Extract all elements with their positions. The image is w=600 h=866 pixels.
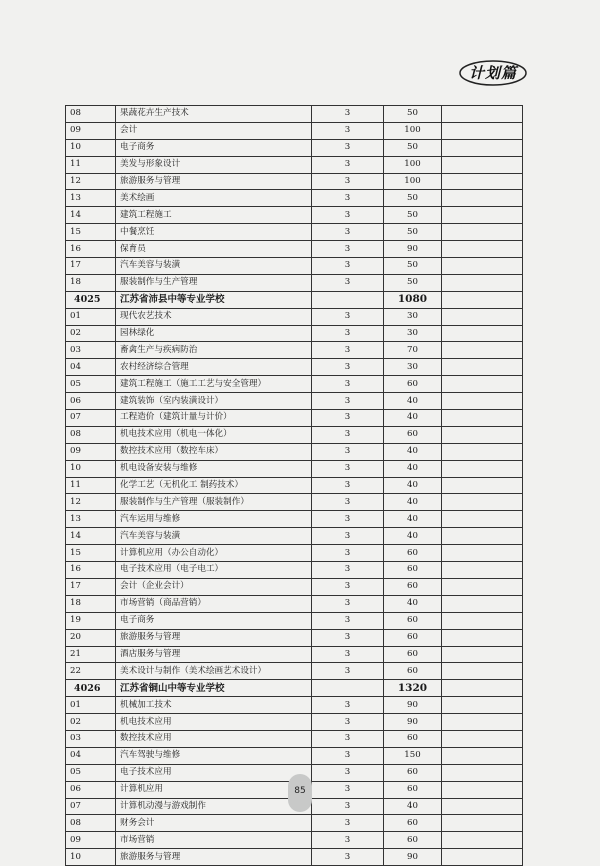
- empty-cell: [442, 122, 523, 139]
- major-code: 10: [66, 139, 116, 156]
- major-code: 12: [66, 494, 116, 511]
- enrollment-count: 50: [384, 258, 442, 275]
- major-code: 08: [66, 426, 116, 443]
- school-row: [66, 680, 523, 697]
- program-years: 3: [312, 832, 384, 849]
- empty-cell: [442, 224, 523, 241]
- major-name: 果蔬花卉生产技术: [116, 106, 312, 123]
- empty-cell: [442, 528, 523, 545]
- enrollment-count: 90: [384, 714, 442, 731]
- major-code: 03: [66, 730, 116, 747]
- empty-cell: [442, 680, 523, 697]
- major-code: 01: [66, 308, 116, 325]
- enrollment-count: 60: [384, 612, 442, 629]
- school-name: 江苏省铜山中等专业学校: [116, 680, 312, 697]
- major-row: [66, 494, 523, 511]
- program-years: 3: [312, 697, 384, 714]
- enrollment-count: 30: [384, 359, 442, 376]
- empty-cell: [442, 849, 523, 866]
- program-years: 3: [312, 258, 384, 275]
- major-code: 01: [66, 697, 116, 714]
- empty-cell: [442, 139, 523, 156]
- major-name: 机械加工技术: [116, 697, 312, 714]
- major-name: 旅游服务与管理: [116, 629, 312, 646]
- program-years: 3: [312, 190, 384, 207]
- major-row: [66, 393, 523, 410]
- major-code: 09: [66, 443, 116, 460]
- major-name: 会计: [116, 122, 312, 139]
- enrollment-count: 40: [384, 410, 442, 427]
- major-code: 14: [66, 207, 116, 224]
- major-row: [66, 646, 523, 663]
- enrollment-count: 60: [384, 629, 442, 646]
- enrollment-count: 60: [384, 376, 442, 393]
- major-code: 06: [66, 781, 116, 798]
- major-name: 农村经济综合管理: [116, 359, 312, 376]
- major-name: 计算机应用（办公自动化）: [116, 545, 312, 562]
- school-code: 4025: [66, 291, 116, 308]
- program-years: 3: [312, 714, 384, 731]
- major-row: [66, 595, 523, 612]
- enrollment-count: 30: [384, 325, 442, 342]
- school-row: [66, 291, 523, 308]
- major-row: [66, 359, 523, 376]
- major-code: 22: [66, 663, 116, 680]
- major-row: [66, 122, 523, 139]
- major-name: 保育员: [116, 241, 312, 258]
- major-code: 02: [66, 325, 116, 342]
- enrollment-count: 90: [384, 697, 442, 714]
- major-code: 08: [66, 106, 116, 123]
- program-years: 3: [312, 849, 384, 866]
- empty-cell: [442, 747, 523, 764]
- major-name: 电子技术应用: [116, 764, 312, 781]
- major-name: 会计（企业会计）: [116, 578, 312, 595]
- empty-cell: [442, 359, 523, 376]
- major-row: [66, 545, 523, 562]
- program-years: 3: [312, 241, 384, 258]
- program-years: 3: [312, 308, 384, 325]
- major-row: [66, 224, 523, 241]
- program-years: 3: [312, 156, 384, 173]
- major-name: 机电技术应用: [116, 714, 312, 731]
- enrollment-count: 60: [384, 764, 442, 781]
- major-name: 旅游服务与管理: [116, 173, 312, 190]
- major-name: 市场营销（商品营销）: [116, 595, 312, 612]
- major-code: 14: [66, 528, 116, 545]
- enrollment-count: 50: [384, 139, 442, 156]
- major-row: [66, 477, 523, 494]
- program-years: 3: [312, 106, 384, 123]
- empty-cell: [442, 781, 523, 798]
- empty-cell: [442, 494, 523, 511]
- program-years: 3: [312, 646, 384, 663]
- major-code: 04: [66, 359, 116, 376]
- major-name: 建筑工程施工（施工工艺与安全管理）: [116, 376, 312, 393]
- major-name: 汽车驾驶与维修: [116, 747, 312, 764]
- program-years: 3: [312, 545, 384, 562]
- empty-cell: [442, 545, 523, 562]
- major-name: 汽车运用与维修: [116, 511, 312, 528]
- major-row: [66, 106, 523, 123]
- empty-cell: [442, 562, 523, 579]
- program-years: 3: [312, 511, 384, 528]
- major-code: 11: [66, 477, 116, 494]
- major-code: 16: [66, 241, 116, 258]
- program-years: 3: [312, 629, 384, 646]
- major-row: [66, 697, 523, 714]
- major-code: 10: [66, 849, 116, 866]
- program-years: 3: [312, 359, 384, 376]
- major-row: [66, 511, 523, 528]
- major-code: 07: [66, 410, 116, 427]
- page-number: 85: [294, 786, 306, 796]
- major-row: [66, 612, 523, 629]
- major-name: 计算机应用: [116, 781, 312, 798]
- empty-cell: [442, 798, 523, 815]
- empty-cell: [442, 663, 523, 680]
- major-code: 03: [66, 342, 116, 359]
- empty-cell: [442, 477, 523, 494]
- enrollment-count: 90: [384, 241, 442, 258]
- major-row: [66, 325, 523, 342]
- empty-cell: [442, 443, 523, 460]
- program-years: 3: [312, 393, 384, 410]
- program-years: 3: [312, 376, 384, 393]
- program-years: 3: [312, 477, 384, 494]
- major-row: [66, 190, 523, 207]
- major-code: 09: [66, 122, 116, 139]
- major-row: [66, 258, 523, 275]
- program-years: 3: [312, 595, 384, 612]
- major-row: [66, 173, 523, 190]
- empty-cell: [442, 190, 523, 207]
- empty-cell: [442, 106, 523, 123]
- major-code: 17: [66, 258, 116, 275]
- major-name: 美术设计与制作（美术绘画艺术设计）: [116, 663, 312, 680]
- empty-cell: [312, 291, 384, 308]
- enrollment-count: 60: [384, 426, 442, 443]
- empty-cell: [442, 595, 523, 612]
- major-code: 11: [66, 156, 116, 173]
- empty-cell: [442, 815, 523, 832]
- empty-cell: [442, 173, 523, 190]
- enrollment-count: 50: [384, 106, 442, 123]
- program-years: 3: [312, 224, 384, 241]
- enrollment-count: 60: [384, 663, 442, 680]
- major-code: 02: [66, 714, 116, 731]
- enrollment-plan-table: [65, 105, 523, 866]
- major-name: 建筑工程施工: [116, 207, 312, 224]
- major-code: 17: [66, 578, 116, 595]
- major-code: 13: [66, 190, 116, 207]
- enrollment-count: 60: [384, 815, 442, 832]
- empty-cell: [442, 426, 523, 443]
- major-name: 汽车美容与装潢: [116, 528, 312, 545]
- major-name: 酒店服务与管理: [116, 646, 312, 663]
- major-name: 中餐烹饪: [116, 224, 312, 241]
- program-years: 3: [312, 207, 384, 224]
- school-total: 1080: [384, 291, 442, 308]
- program-years: 3: [312, 663, 384, 680]
- major-row: [66, 629, 523, 646]
- program-years: 3: [312, 443, 384, 460]
- major-row: [66, 528, 523, 545]
- empty-cell: [442, 511, 523, 528]
- major-name: 建筑装饰（室内装潢设计）: [116, 393, 312, 410]
- program-years: 3: [312, 578, 384, 595]
- major-row: [66, 342, 523, 359]
- empty-cell: [442, 274, 523, 291]
- enrollment-count: 40: [384, 460, 442, 477]
- major-name: 化学工艺（无机化工 制药技术）: [116, 477, 312, 494]
- program-years: 3: [312, 122, 384, 139]
- enrollment-count: 90: [384, 849, 442, 866]
- enrollment-count: 50: [384, 207, 442, 224]
- major-code: 19: [66, 612, 116, 629]
- empty-cell: [442, 460, 523, 477]
- school-name: 江苏省沛县中等专业学校: [116, 291, 312, 308]
- enrollment-count: 40: [384, 595, 442, 612]
- major-code: 05: [66, 376, 116, 393]
- major-row: [66, 376, 523, 393]
- major-code: 09: [66, 832, 116, 849]
- program-years: 3: [312, 342, 384, 359]
- enrollment-count: 60: [384, 730, 442, 747]
- major-code: 05: [66, 764, 116, 781]
- program-years: 3: [312, 747, 384, 764]
- empty-cell: [442, 612, 523, 629]
- major-row: [66, 274, 523, 291]
- enrollment-count: 60: [384, 545, 442, 562]
- enrollment-count: 40: [384, 443, 442, 460]
- program-years: 3: [312, 274, 384, 291]
- enrollment-count: 50: [384, 224, 442, 241]
- enrollment-count: 40: [384, 477, 442, 494]
- program-years: 3: [312, 494, 384, 511]
- major-name: 电子商务: [116, 139, 312, 156]
- empty-cell: [442, 207, 523, 224]
- program-years: 3: [312, 730, 384, 747]
- major-code: 07: [66, 798, 116, 815]
- enrollment-count: 60: [384, 646, 442, 663]
- major-code: 18: [66, 595, 116, 612]
- empty-cell: [442, 393, 523, 410]
- enrollment-count: 60: [384, 562, 442, 579]
- program-years: 3: [312, 612, 384, 629]
- major-name: 美术绘画: [116, 190, 312, 207]
- major-name: 数控技术应用: [116, 730, 312, 747]
- program-years: 3: [312, 410, 384, 427]
- empty-cell: [442, 629, 523, 646]
- empty-cell: [442, 578, 523, 595]
- school-total: 1320: [384, 680, 442, 697]
- empty-cell: [312, 680, 384, 697]
- program-years: 3: [312, 460, 384, 477]
- enrollment-count: 60: [384, 781, 442, 798]
- empty-cell: [442, 291, 523, 308]
- major-name: 电子商务: [116, 612, 312, 629]
- enrollment-count: 40: [384, 528, 442, 545]
- empty-cell: [442, 697, 523, 714]
- program-years: 3: [312, 173, 384, 190]
- empty-cell: [442, 308, 523, 325]
- enrollment-count: 70: [384, 342, 442, 359]
- empty-cell: [442, 325, 523, 342]
- major-code: 13: [66, 511, 116, 528]
- enrollment-count: 50: [384, 190, 442, 207]
- major-row: [66, 426, 523, 443]
- major-name: 电子技术应用（电子电工）: [116, 562, 312, 579]
- major-name: 服装制作与生产管理（服装制作）: [116, 494, 312, 511]
- major-row: [66, 156, 523, 173]
- major-code: 20: [66, 629, 116, 646]
- empty-cell: [442, 410, 523, 427]
- empty-cell: [442, 646, 523, 663]
- enrollment-count: 60: [384, 832, 442, 849]
- enrollment-count: 40: [384, 494, 442, 511]
- major-row: [66, 730, 523, 747]
- major-name: 旅游服务与管理: [116, 849, 312, 866]
- major-row: [66, 207, 523, 224]
- program-years: 3: [312, 781, 384, 798]
- header-logo: [458, 58, 528, 88]
- major-name: 现代农艺技术: [116, 308, 312, 325]
- school-code: 4026: [66, 680, 116, 697]
- enrollment-count: 150: [384, 747, 442, 764]
- major-name: 市场营销: [116, 832, 312, 849]
- major-code: 21: [66, 646, 116, 663]
- empty-cell: [442, 714, 523, 731]
- program-years: 3: [312, 426, 384, 443]
- enrollment-count: 30: [384, 308, 442, 325]
- major-name: 汽车美容与装潢: [116, 258, 312, 275]
- enrollment-count: 100: [384, 156, 442, 173]
- major-code: 06: [66, 393, 116, 410]
- enrollment-count: 50: [384, 274, 442, 291]
- empty-cell: [442, 156, 523, 173]
- enrollment-count: 40: [384, 393, 442, 410]
- program-years: 3: [312, 528, 384, 545]
- program-years: 3: [312, 815, 384, 832]
- empty-cell: [442, 342, 523, 359]
- program-years: 3: [312, 139, 384, 156]
- major-row: [66, 815, 523, 832]
- major-code: 04: [66, 747, 116, 764]
- major-name: 机电设备安装与维修: [116, 460, 312, 477]
- major-row: [66, 308, 523, 325]
- enrollment-count: 40: [384, 511, 442, 528]
- major-row: [66, 832, 523, 849]
- major-code: 15: [66, 224, 116, 241]
- program-years: 3: [312, 798, 384, 815]
- major-code: 12: [66, 173, 116, 190]
- program-years: 3: [312, 325, 384, 342]
- enrollment-count: 100: [384, 122, 442, 139]
- major-row: [66, 562, 523, 579]
- major-row: [66, 714, 523, 731]
- major-row: [66, 410, 523, 427]
- major-name: 服装制作与生产管理: [116, 274, 312, 291]
- major-row: [66, 241, 523, 258]
- enrollment-count: 60: [384, 578, 442, 595]
- major-name: 工程造价（建筑计量与计价）: [116, 410, 312, 427]
- major-row: [66, 139, 523, 156]
- empty-cell: [442, 832, 523, 849]
- major-row: [66, 443, 523, 460]
- major-row: [66, 747, 523, 764]
- empty-cell: [442, 730, 523, 747]
- enrollment-count: 40: [384, 798, 442, 815]
- major-name: 数控技术应用（数控车床）: [116, 443, 312, 460]
- program-years: 3: [312, 764, 384, 781]
- major-code: 16: [66, 562, 116, 579]
- empty-cell: [442, 764, 523, 781]
- major-row: [66, 663, 523, 680]
- major-name: 畜禽生产与疾病防治: [116, 342, 312, 359]
- major-name: 园林绿化: [116, 325, 312, 342]
- empty-cell: [442, 241, 523, 258]
- major-code: 18: [66, 274, 116, 291]
- major-row: [66, 578, 523, 595]
- major-code: 10: [66, 460, 116, 477]
- major-name: 美发与形象设计: [116, 156, 312, 173]
- empty-cell: [442, 376, 523, 393]
- enrollment-count: 100: [384, 173, 442, 190]
- major-code: 08: [66, 815, 116, 832]
- major-name: 机电技术应用（机电一体化）: [116, 426, 312, 443]
- major-row: [66, 849, 523, 866]
- empty-cell: [442, 258, 523, 275]
- major-row: [66, 460, 523, 477]
- major-code: 15: [66, 545, 116, 562]
- program-years: 3: [312, 562, 384, 579]
- logo-text: 计划篇: [468, 64, 517, 82]
- major-name: 财务会计: [116, 815, 312, 832]
- major-name: 计算机动漫与游戏制作: [116, 798, 312, 815]
